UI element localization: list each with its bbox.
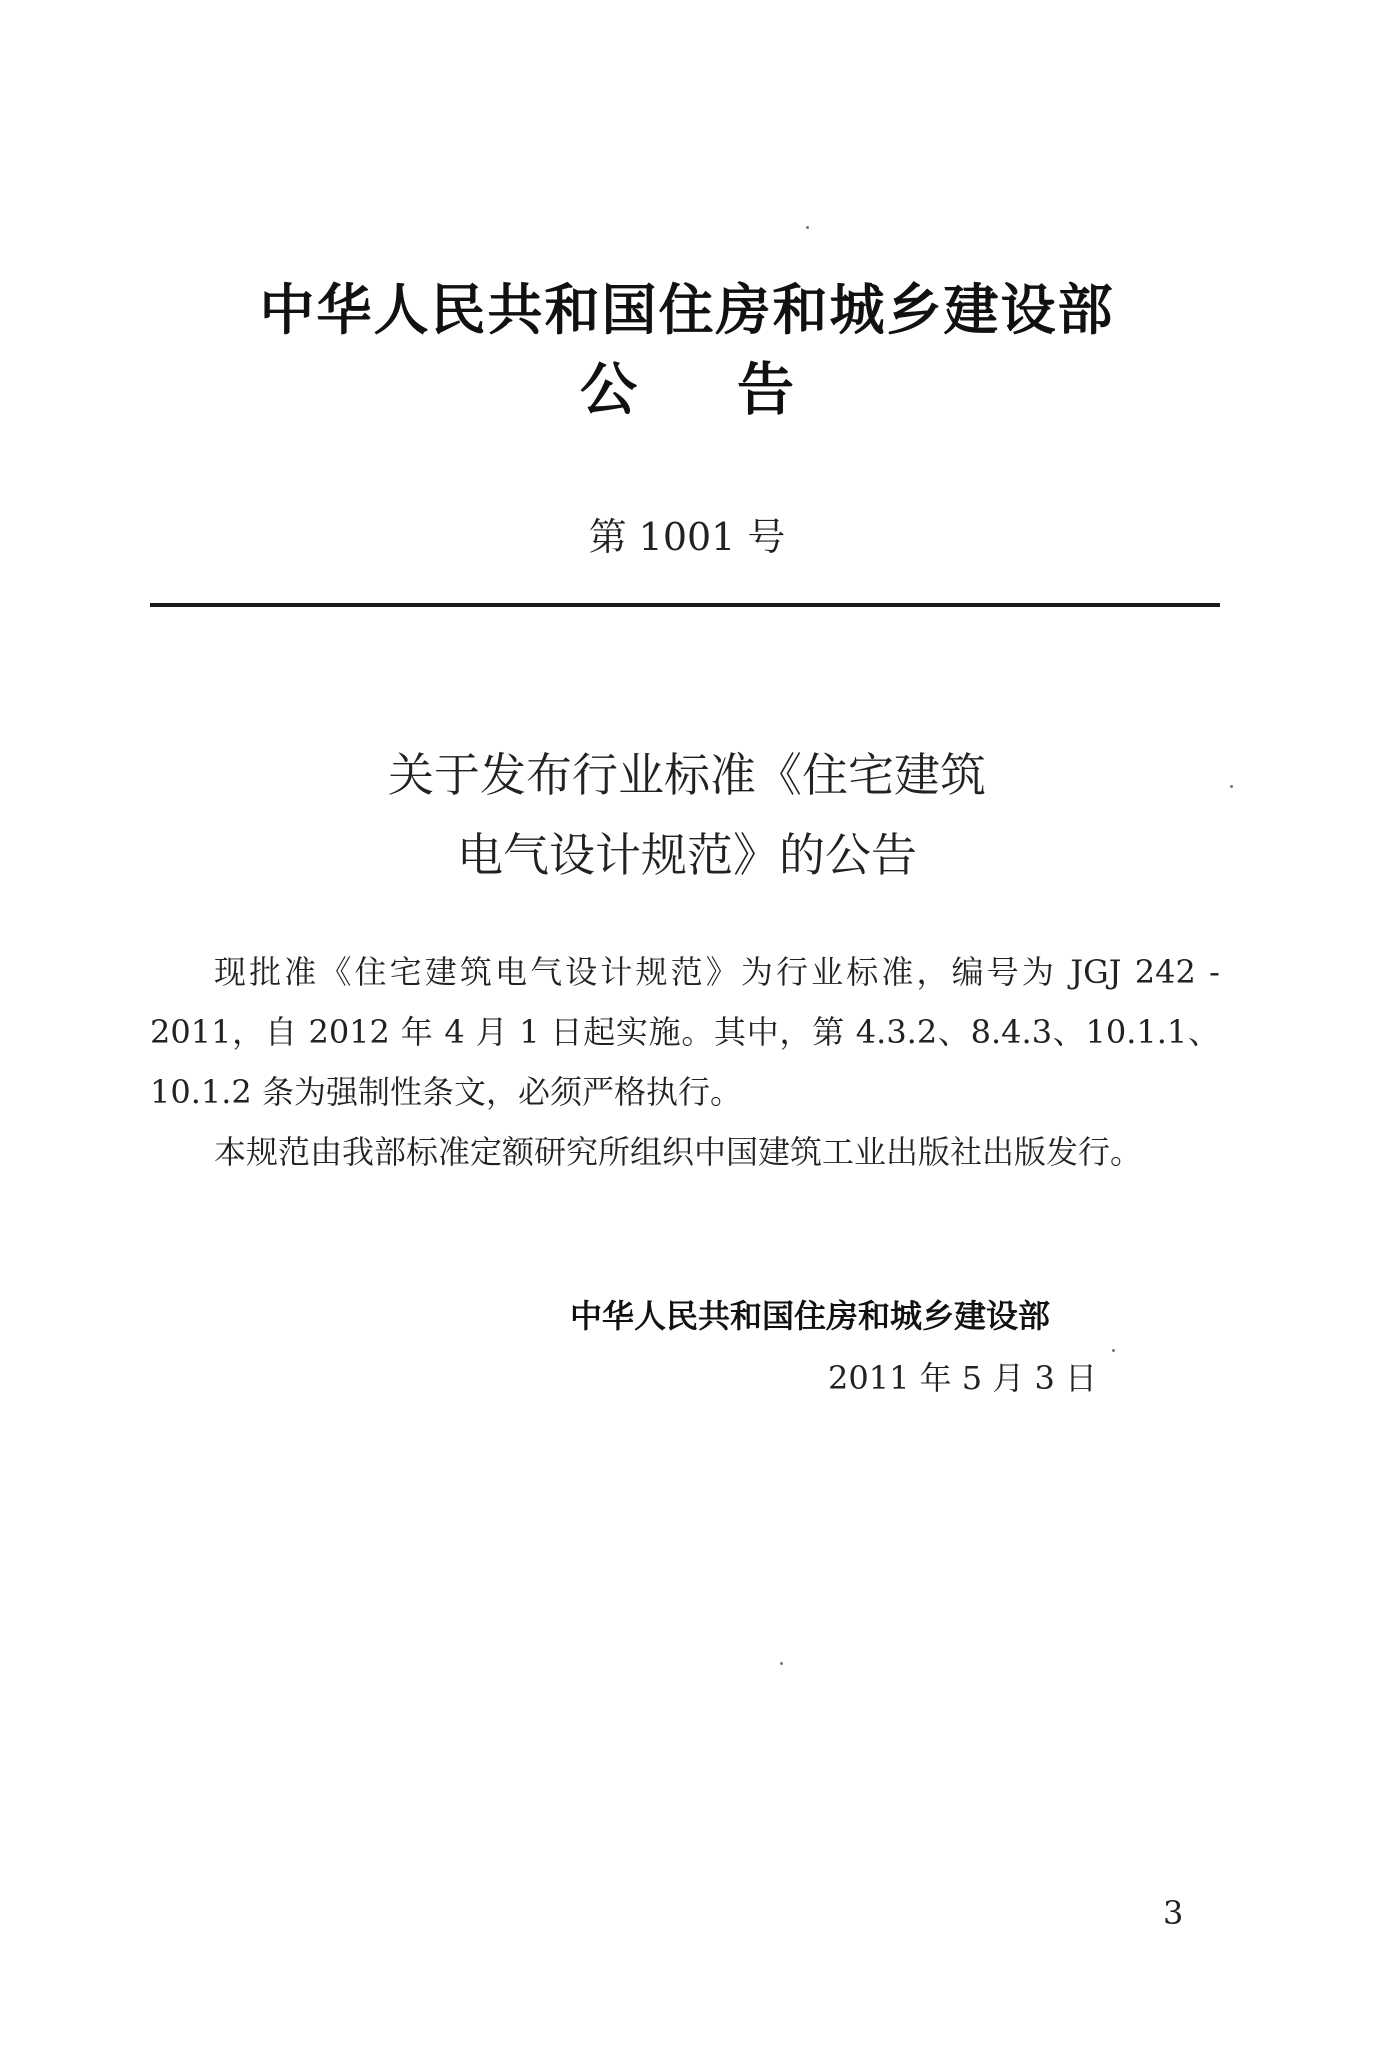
scan-speck <box>806 226 809 229</box>
headline-line-1: 关于发布行业标准《住宅建筑 <box>388 748 986 802</box>
headline-line-2: 电气设计规范》的公告 <box>457 828 917 882</box>
scan-speck <box>1112 1349 1115 1352</box>
body-paragraph-2: 本规范由我部标准定额研究所组织中国建筑工业出版社出版发行。 <box>214 1133 1143 1171</box>
announcement-body <box>150 942 1220 1182</box>
document-number: 第 1001 号 <box>588 515 786 559</box>
header-divider <box>150 603 1220 607</box>
ministry-title: 中华人民共和国住房和城乡建设部 <box>259 278 1115 342</box>
issuer-signature: 中华人民共和国住房和城乡建设部 <box>570 1297 1051 1335</box>
issue-date: 2011 年 5 月 3 日 <box>828 1359 1098 1397</box>
scan-speck <box>1230 785 1233 788</box>
page-number: 3 <box>1163 1894 1184 1932</box>
scan-speck <box>780 1662 783 1665</box>
announcement-headline <box>0 735 1374 895</box>
body-paragraph-1: 现批准《住宅建筑电气设计规范》为行业标准，编号为 JGJ 242 - 2011，自 2012 年 4 月 1 日起实施。其中，第 4.3.2、8.4.3、10.1.1、10.1.2 条为强制性条文，必须严格执行。 <box>150 953 1220 1111</box>
notice-heading: 公告 <box>580 357 894 423</box>
